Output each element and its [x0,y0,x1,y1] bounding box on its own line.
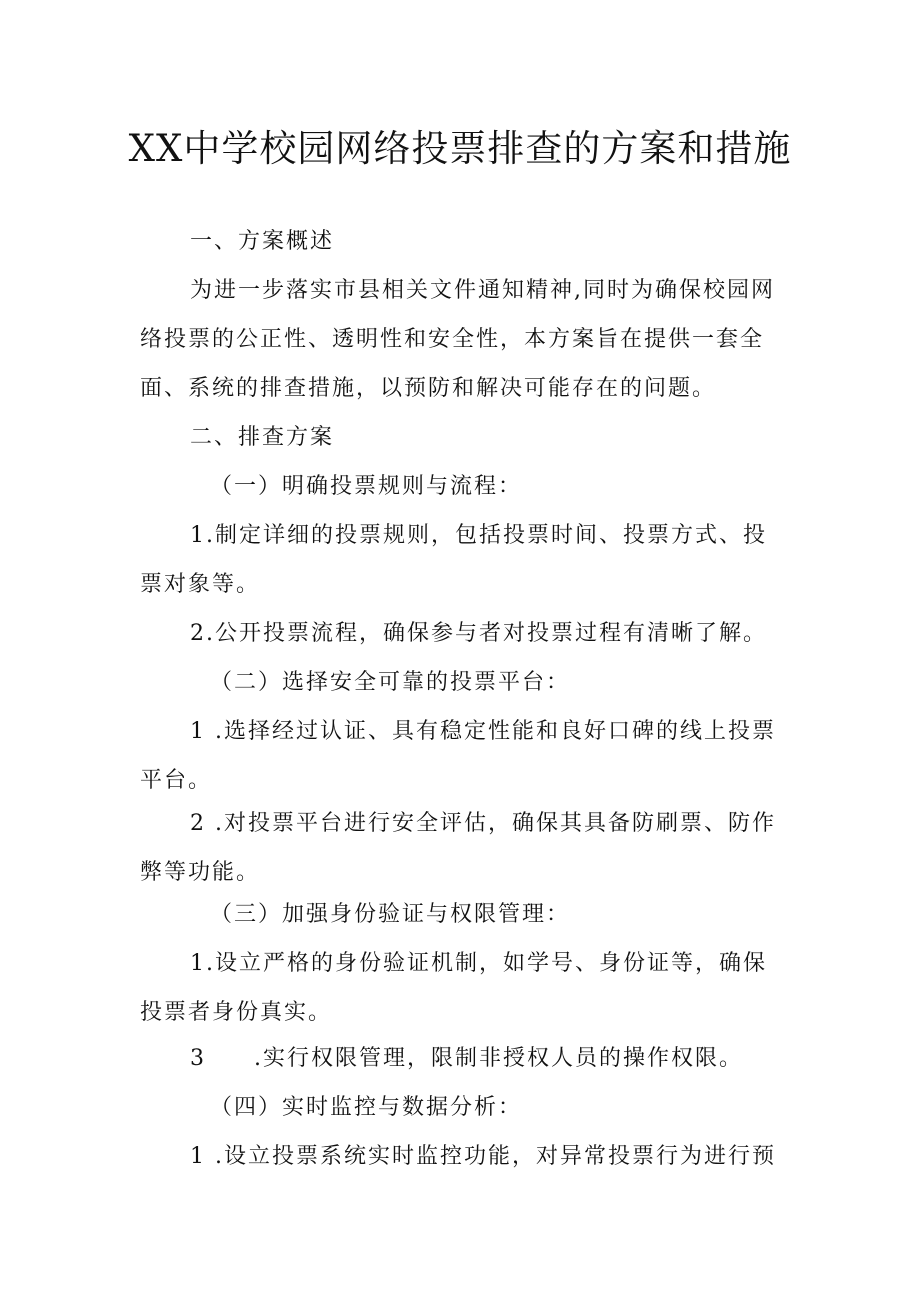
subheading-rules: （一）明确投票规则与流程： [210,474,523,499]
section-heading-plan: 二、排查方案 [190,425,335,450]
paragraph-identity-1: 1.设立严格的身份验证机制，如学号、身份证等，确保投票者身份真实。 [140,951,767,1025]
subheading-platform: （二）选择安全可靠的投票平台： [210,670,571,695]
paragraph-overview: 为进一步落实市县相关文件通知精神,同时为确保校园网络投票的公正性、透明性和安全性，本方案旨在提供一套全面、系统的排查措施，以预防和解决可能存在的问题。 [140,278,775,401]
paragraph-monitoring-1: 1 .设立投票系统实时监控功能，对异常投票行为进行预 [190,1144,776,1169]
paragraph-platform-1: 1 .选择经过认证、具有稳定性能和良好口碑的线上投票平台。 [140,719,776,793]
paragraph-platform-2: 2 .对投票平台进行安全评估，确保其具备防刷票、防作弊等功能。 [140,811,776,885]
section-heading-overview: 一、方案概述 [190,229,335,254]
subheading-identity: （三）加强身份验证与权限管理： [210,902,571,927]
subheading-monitoring: （四）实时监控与数据分析： [210,1095,523,1120]
paragraph-rules-1: 1.制定详细的投票规则，包括投票时间、投票方式、投票对象等。 [140,523,767,597]
paragraph-identity-2: 3 .实行权限管理，限制非授权人员的操作权限。 [190,1046,743,1071]
paragraph-rules-2: 2.公开投票流程，确保参与者对投票过程有清晰了解。 [190,621,767,646]
document-title: XX中学校园网络投票排查的方案和措施 [128,127,792,170]
